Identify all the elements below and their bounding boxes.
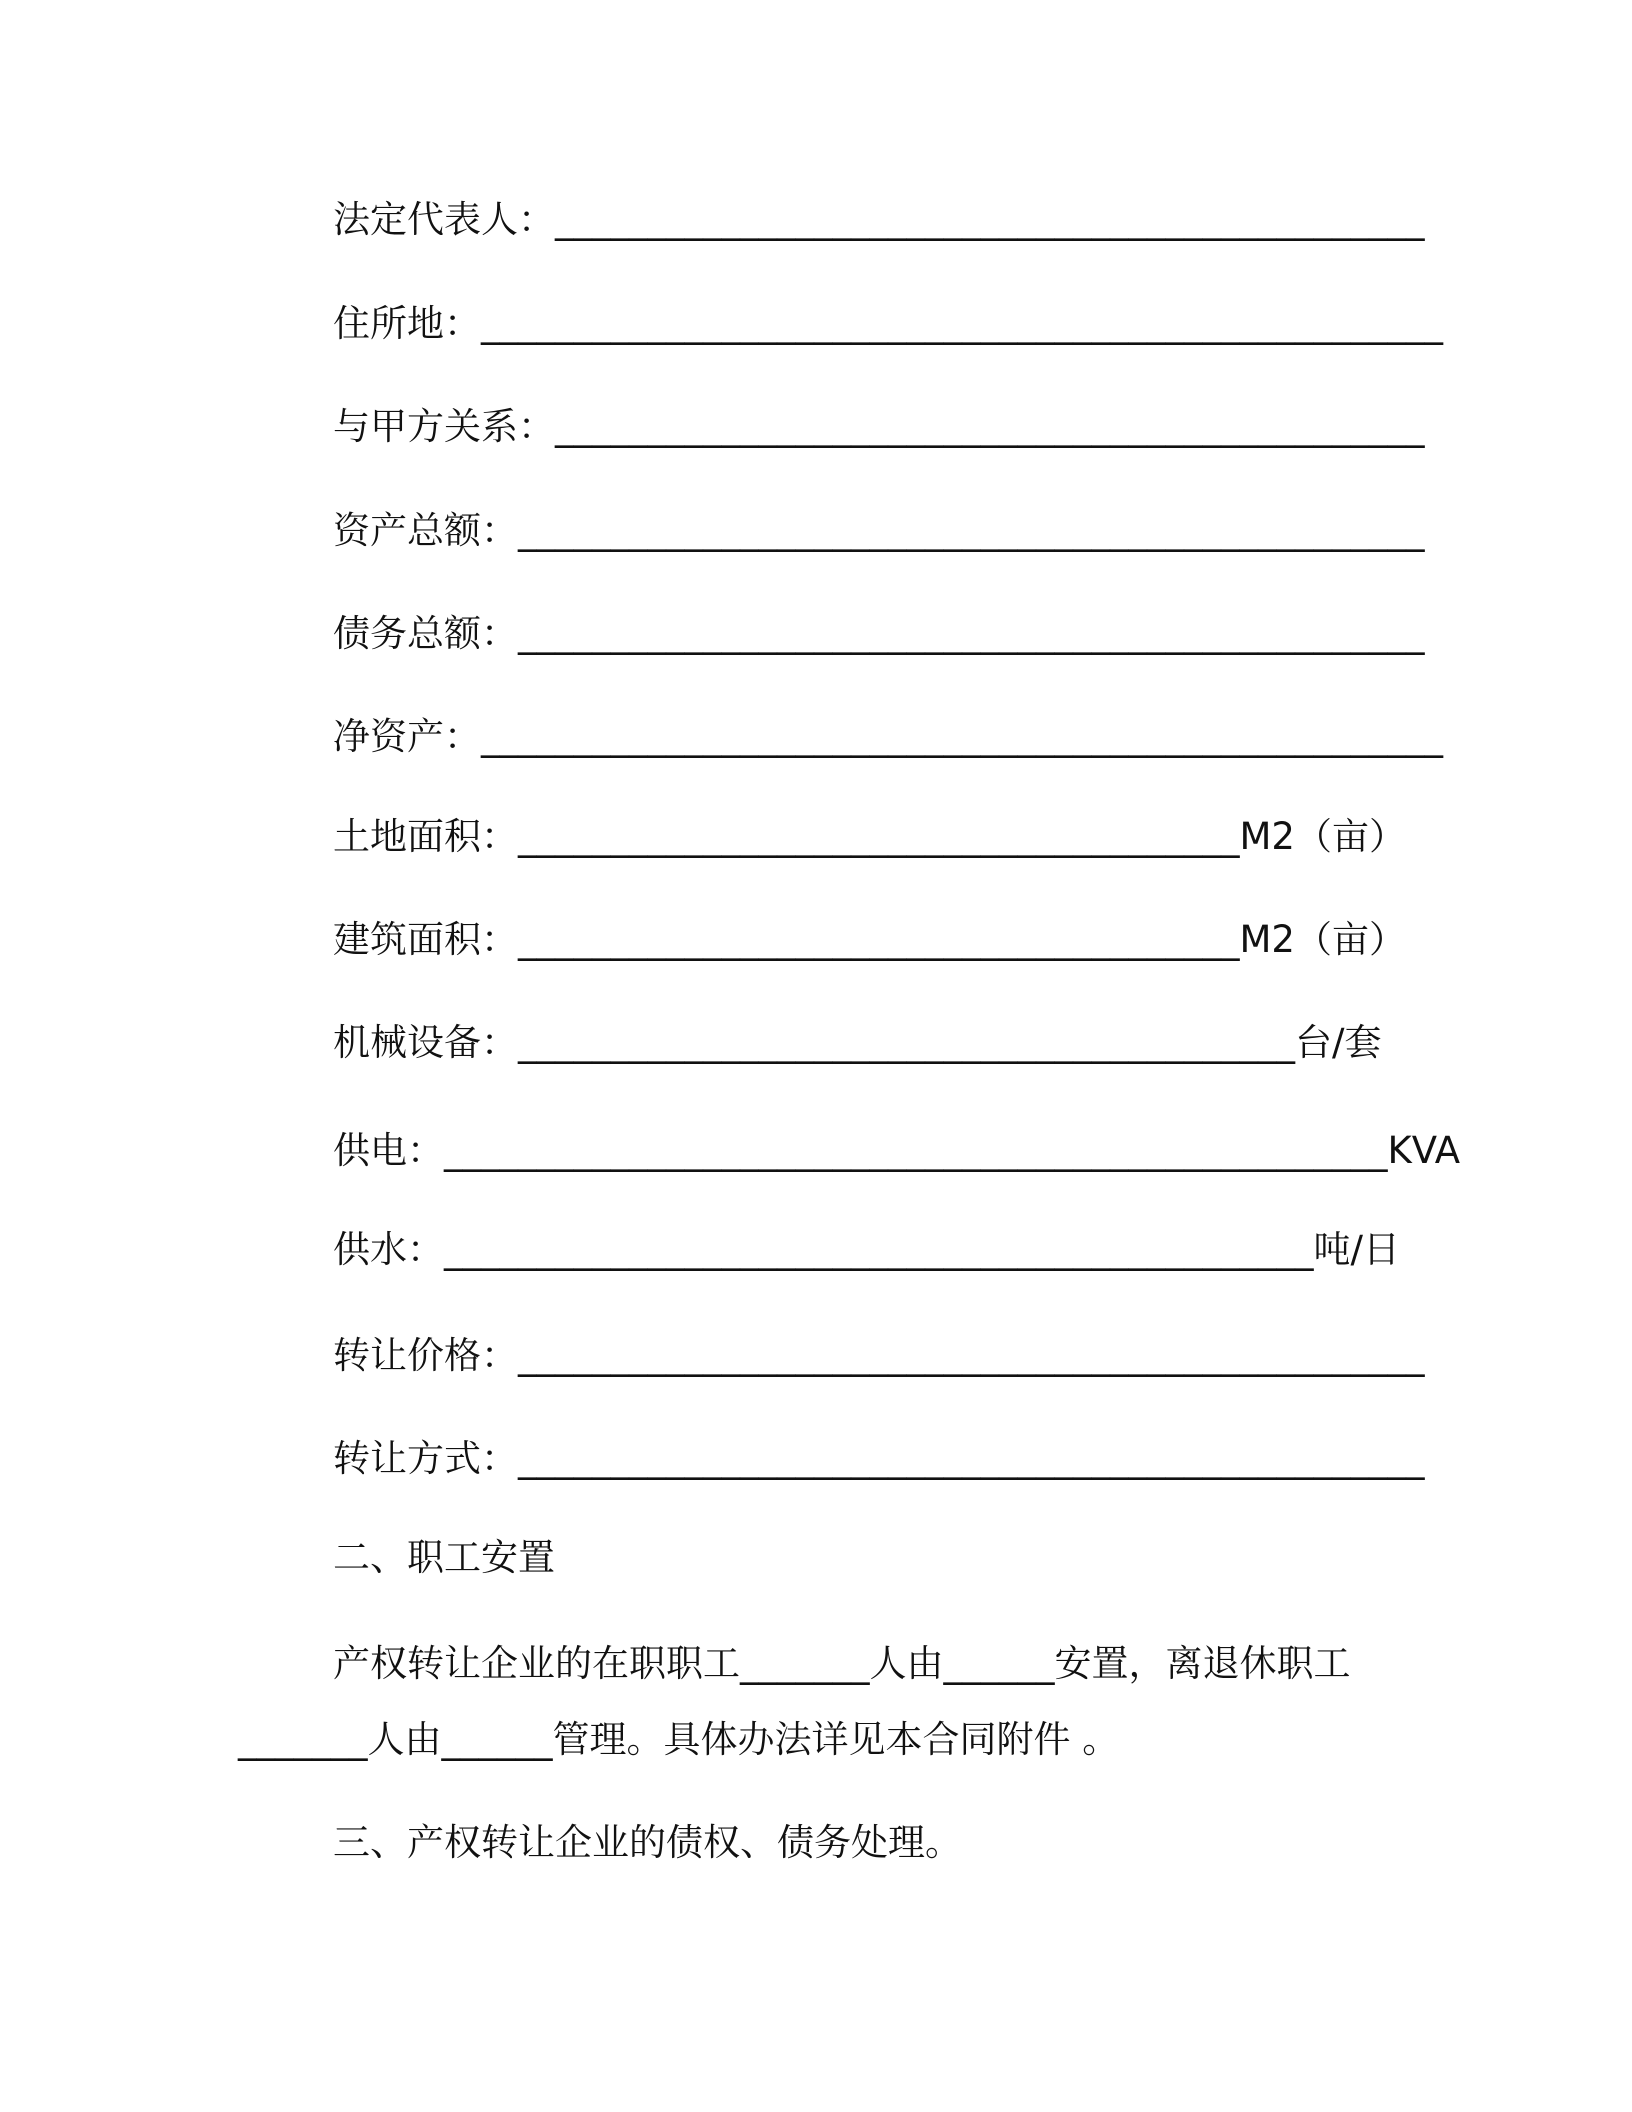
field-unit: 台/套 [1295,1021,1382,1064]
fill-blank[interactable]: _______________________________________ [518,918,1240,961]
field-unit: 吨/日 [1313,1228,1400,1271]
field-power-supply [333,1129,1460,1173]
field-machinery [333,1021,1381,1065]
field-label: 供电： [333,1129,444,1172]
field-label: 债务总额： [333,612,518,655]
fill-blank[interactable]: __________________________________________ [518,1021,1295,1064]
field-label: 土地面积： [333,815,518,858]
field-label: 建筑面积： [333,918,518,961]
fill-blank[interactable]: _________________________________________________ [518,612,1425,655]
fill-blank[interactable]: ___________________________________________________ [444,1129,1388,1172]
field-label: 住所地： [333,302,481,345]
field-label: 转让价格： [333,1334,518,1377]
field-transfer-price [333,1334,1425,1378]
section-heading-staff-placement: 二、职工安置 [333,1536,555,1579]
fill-blank[interactable]: ____________________________________________________ [481,302,1443,345]
field-label: 转让方式： [333,1437,518,1480]
fill-blank[interactable]: _______________________________________________ [555,405,1425,448]
field-label: 与甲方关系： [333,405,555,448]
field-net-assets [333,715,1443,759]
field-label: 法定代表人： [333,198,555,241]
fill-blank[interactable]: _______________________________________________ [444,1228,1314,1271]
field-building-area [333,918,1406,962]
fill-blank[interactable]: _________________________________________________ [518,1334,1425,1377]
field-domicile [333,302,1443,346]
field-label: 供水： [333,1228,444,1271]
field-legal-representative [333,198,1425,242]
fill-blank[interactable]: _______________________________________ [518,815,1240,858]
field-label: 机械设备： [333,1021,518,1064]
fill-blank[interactable]: _______________________________________________ [555,198,1425,241]
field-label: 净资产： [333,715,481,758]
fill-blank[interactable]: _________________________________________________ [518,509,1425,552]
field-total-assets [333,509,1425,553]
field-unit: M2（亩） [1239,918,1406,961]
field-unit: M2（亩） [1239,815,1406,858]
field-water-supply [333,1228,1400,1272]
paragraph-staff-line-2: _______人由______管理。具体办法详见本合同附件 。 [238,1718,1120,1761]
field-transfer-method [333,1437,1425,1481]
field-total-debts [333,612,1425,656]
field-label: 资产总额： [333,509,518,552]
field-land-area [333,815,1406,859]
fill-blank[interactable]: _________________________________________________ [518,1437,1425,1480]
field-unit: KVA [1387,1129,1461,1172]
fill-blank[interactable]: ____________________________________________________ [481,715,1443,758]
field-relation-to-party-a [333,405,1425,449]
paragraph-staff-line-1: 产权转让企业的在职职工_______人由______安置，离退休职工 [333,1642,1351,1685]
section-heading-debts: 三、产权转让企业的债权、债务处理。 [333,1821,962,1864]
